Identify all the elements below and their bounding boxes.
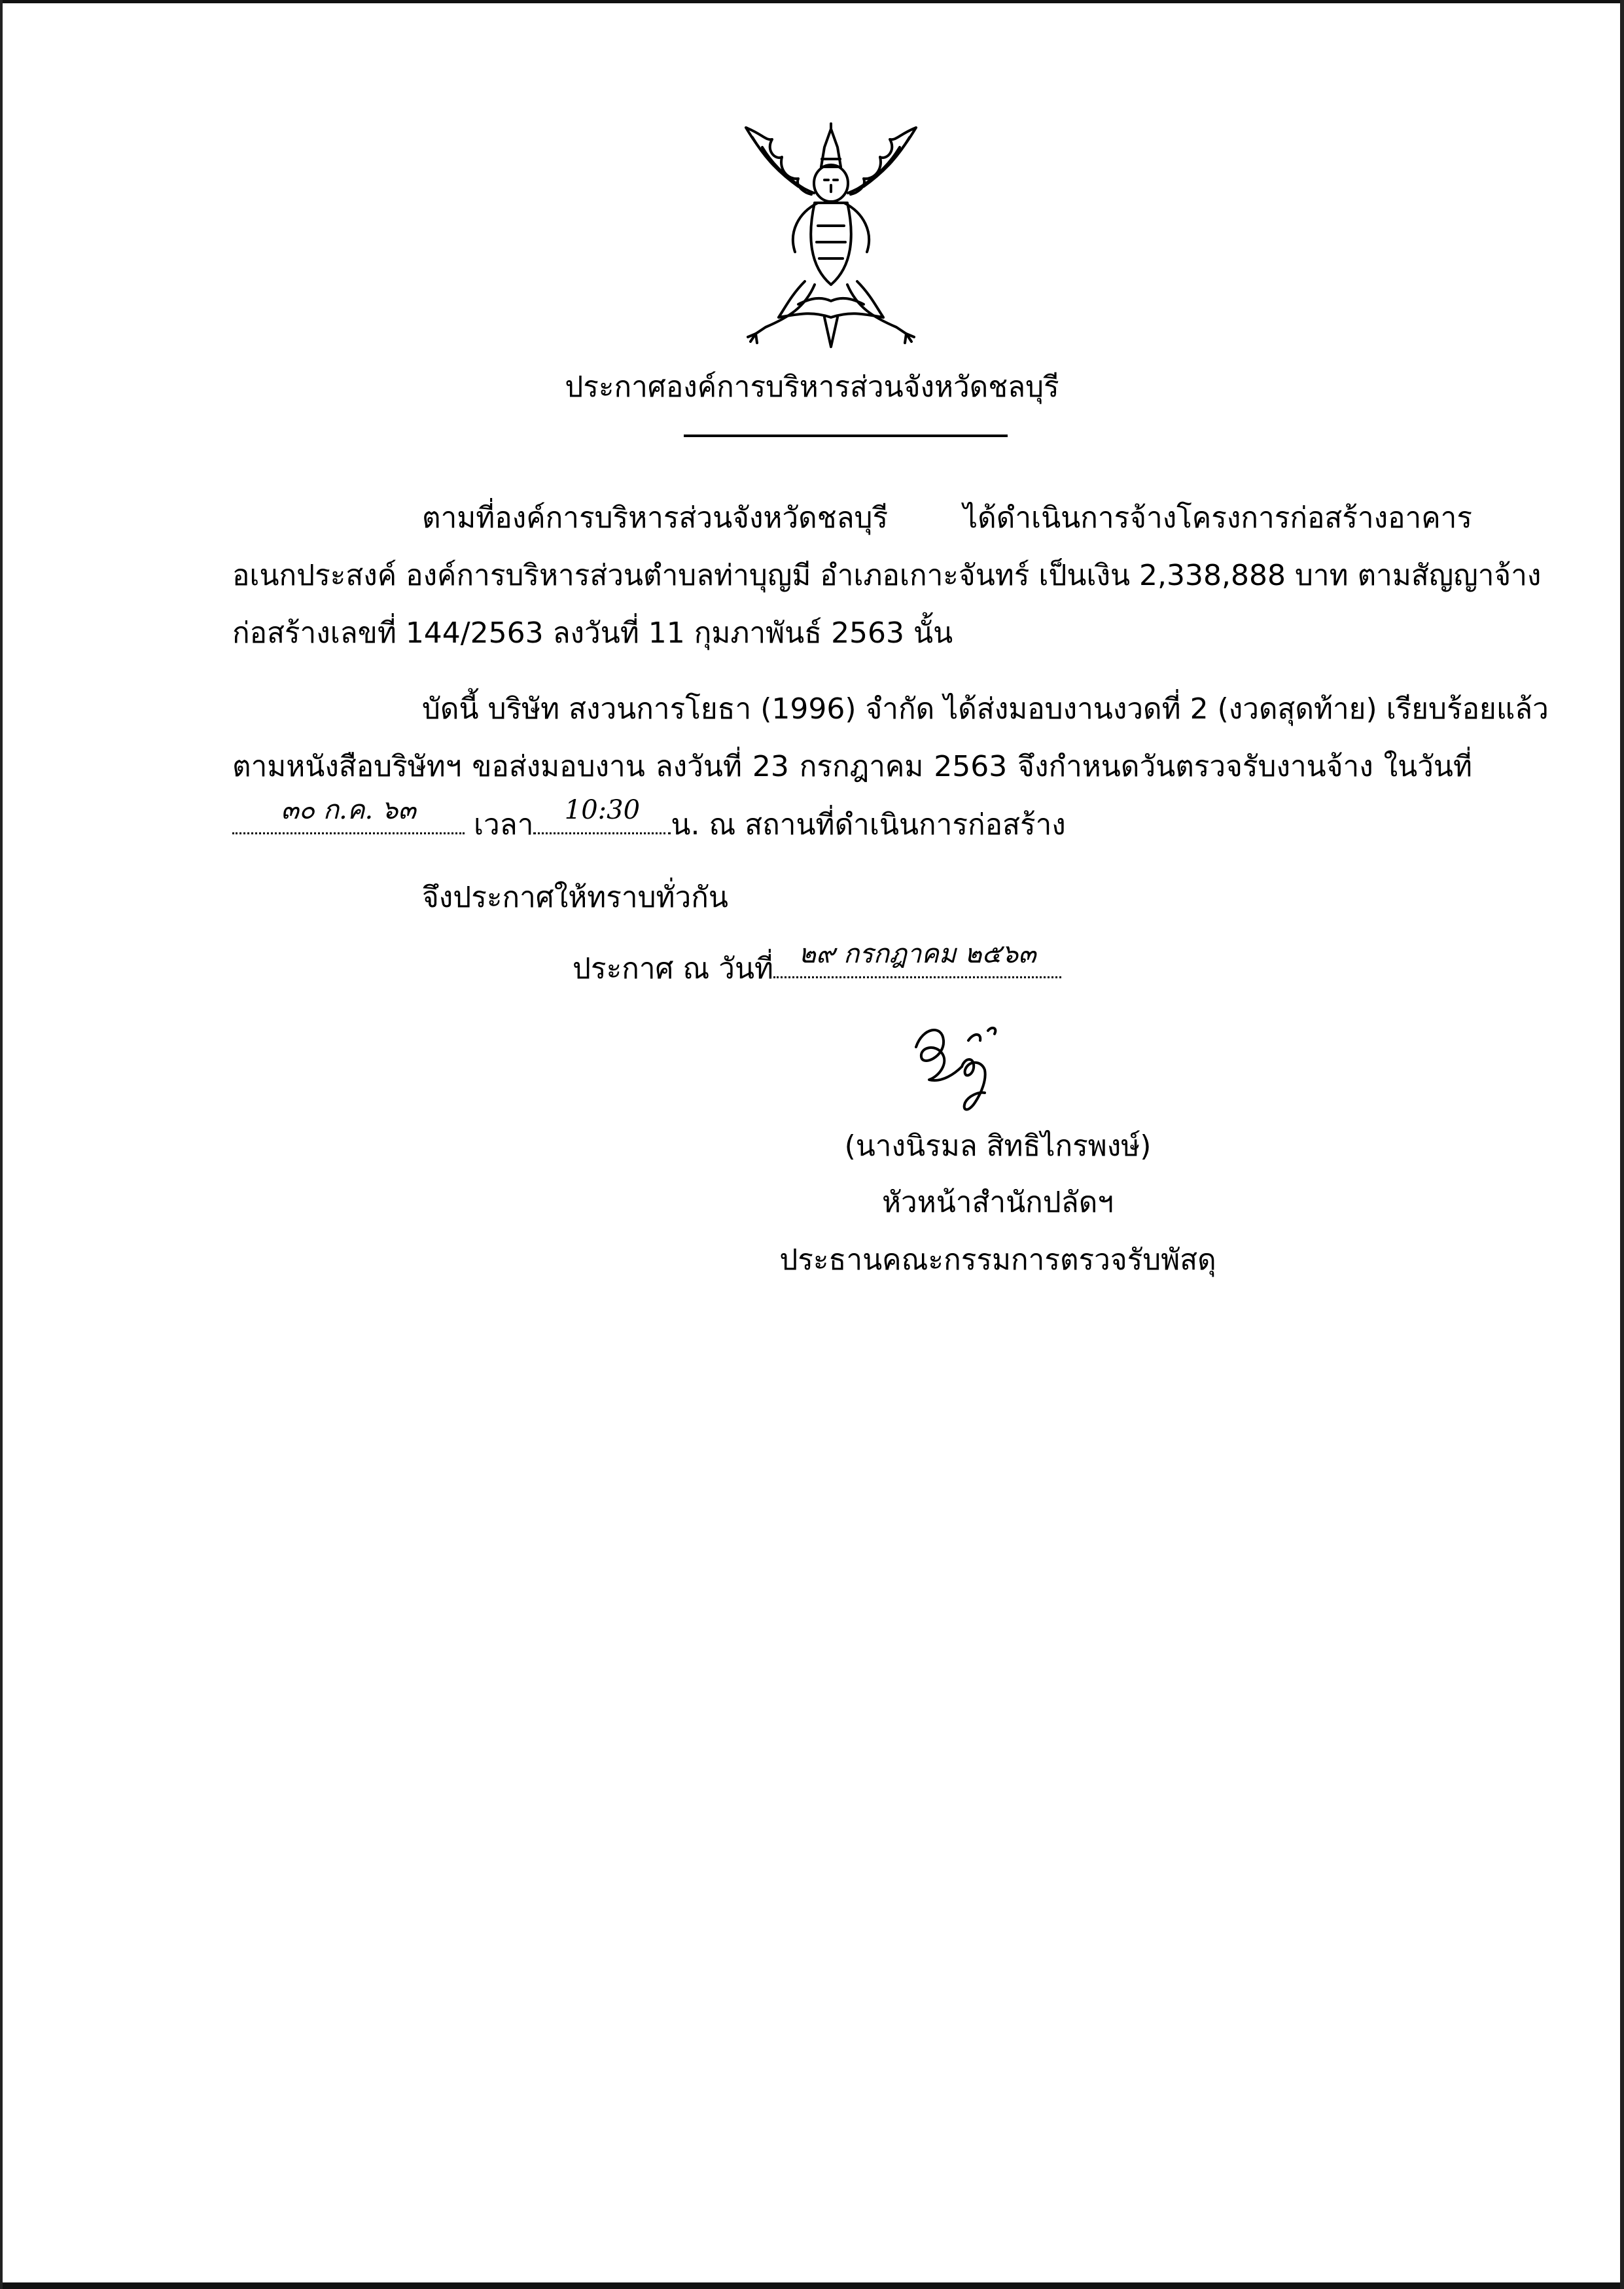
- location-suffix: น. ณ สถานที่ดำเนินการก่อสร้าง: [671, 808, 1066, 842]
- inspection-time-field: [533, 795, 671, 834]
- announce-date-field: [773, 939, 1061, 978]
- announce-date-line: [573, 939, 1061, 990]
- inspection-time-handwritten: 10:30: [564, 795, 641, 825]
- announce-date-handwritten: ๒๙ กรกฎาคม ๒๕๖๓: [798, 939, 1036, 969]
- time-label: เวลา: [474, 808, 534, 842]
- paragraph1-line1: ตามที่องค์การบริหารส่วนจังหวัดชลบุรี ได้ดำเนินการจ้างโครงการก่อสร้างอาคาร: [422, 501, 1472, 535]
- garuda-emblem-icon: [726, 121, 936, 357]
- scan-border-left: [0, 0, 3, 2289]
- announce-date-label: ประกาศ ณ วันที่: [573, 952, 774, 985]
- paragraph2-line2: ตามหนังสือบริษัทฯ ขอส่งมอบงาน ลงวันที่ 23 กรกฎาคม 2563 จึงกำหนดวันตรวจรับงานจ้าง ในวันที่: [232, 750, 1472, 783]
- signatory-name: (นางนิรมล สิทธิไกรพงษ์): [844, 1129, 1152, 1163]
- document-title: ประกาศองค์การบริหารส่วนจังหวัดชลบุรี: [565, 370, 1059, 404]
- title-underline: [684, 435, 1008, 437]
- signatory-position-2: ประธานคณะกรรมการตรวจรับพัสดุ: [779, 1243, 1216, 1277]
- scan-border-right: [1620, 0, 1624, 2289]
- handwritten-signature: [903, 1021, 1014, 1119]
- paragraph2-line1: บัดนี้ บริษัท สงวนการโยธา (1996) จำกัด ได้ส่งมอบงานงวดที่ 2 (งวดสุดท้าย) เรียบร้อยแล้ว: [422, 692, 1549, 726]
- scan-border-bottom: [0, 2282, 1624, 2289]
- paragraph2-line3: [232, 795, 1066, 846]
- closing-statement: จึงประกาศให้ทราบทั่วกัน: [422, 881, 728, 914]
- scan-border-top: [0, 0, 1624, 3]
- paragraph1-line2: อเนกประสงค์ องค์การบริหารส่วนตำบลท่าบุญมี อำเภอเกาะจันทร์ เป็นเงิน 2,338,888 บาท ตามสัญญาจ้าง: [232, 559, 1542, 592]
- signatory-position-1: หัวหน้าสำนักปลัดฯ: [882, 1186, 1114, 1219]
- inspection-date-handwritten: ๓๐ ก.ค. ๖๓: [281, 795, 416, 825]
- paragraph1-line3: ก่อสร้างเลขที่ 144/2563 ลงวันที่ 11 กุมภาพันธ์ 2563 นั้น: [232, 616, 953, 650]
- inspection-date-field: [232, 795, 465, 834]
